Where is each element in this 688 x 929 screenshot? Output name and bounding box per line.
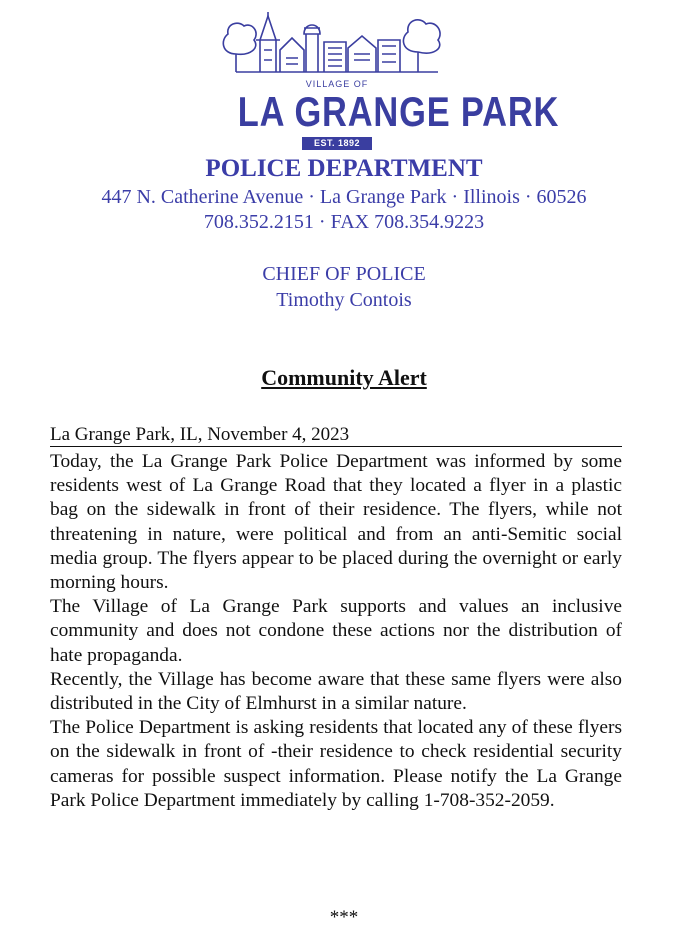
department-title: POLICE DEPARTMENT bbox=[205, 155, 483, 182]
alert-title: Community Alert bbox=[261, 365, 427, 390]
chief-name: Timothy Contois bbox=[276, 289, 412, 311]
alert-paragraph: The Village of La Grange Park supports and values an inclusive community and does not condone these actions nor the distribution of hate propaganda. bbox=[50, 596, 622, 666]
logo-village-name: LA GRANGE PARK bbox=[237, 88, 560, 135]
skyline-icon bbox=[216, 10, 458, 80]
alert-paragraph: The Police Department is asking residents that located any of these flyers on the sidewalk in front of -their residence to check residential security cameras for possible suspect information. Please notify the La Grange Park Police Department immediately by calling 1-708-352-2059. bbox=[50, 717, 622, 811]
end-mark: *** bbox=[329, 907, 359, 928]
logo-established: EST. 1892 bbox=[302, 137, 372, 150]
alert-paragraph: Recently, the Village has become aware that these same flyers were also distributed in the City of Elmhurst in a similar nature. bbox=[50, 668, 622, 715]
department-address: 447 N. Catherine Avenue · La Grange Park · Illinois · 60526 bbox=[101, 186, 587, 208]
village-logo bbox=[216, 10, 560, 148]
alert-body bbox=[50, 450, 622, 813]
alert-paragraph: Today, the La Grange Park Police Department was informed by some residents west of La Grange Road that they located a flyer in a plastic bag on the sidewalk in front of their residence. The flyers, while not threatening in nature, were political and from an anti-Semitic social media group. The flyers appear to be placed during the overnight or early morning hours. bbox=[50, 451, 622, 594]
logo-village-of: VILLAGE OF bbox=[305, 79, 369, 89]
chief-title: CHIEF OF POLICE bbox=[262, 263, 426, 285]
department-phone-fax: 708.352.2151 · FAX 708.354.9223 bbox=[203, 211, 485, 233]
alert-dateline: La Grange Park, IL, November 4, 2023 bbox=[50, 424, 622, 447]
